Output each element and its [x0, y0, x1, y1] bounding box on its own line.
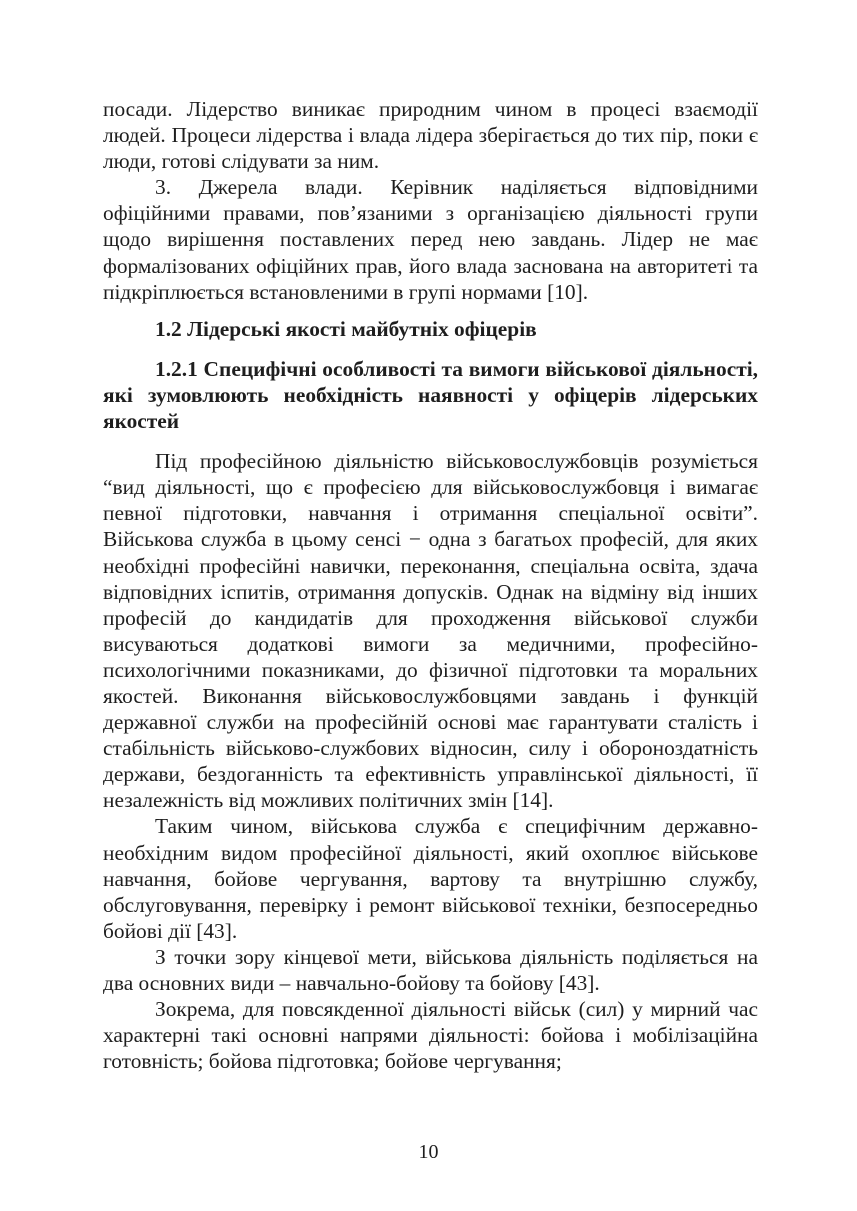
subsection-heading: 1.2.1 Специфічні особливості та вимоги військової діяльності, які зумовлюють необхідність наявності у офіцерів лідерських якостей: [103, 356, 758, 434]
page-body: [103, 96, 758, 1074]
paragraph: посади. Лідерство виникає природним чином в процесі взаємодії людей. Процеси лідерства і влада лідера зберігається до тих пір, поки є люди, готові слідувати за ним.: [103, 97, 758, 174]
paragraph: Зокрема, для повсякденної діяльності військ (сил) у мирний час характерні такі основні напрями діяльності: бойова і мобілізаційна готовність; бойова підготовка; бойове чергування;: [103, 997, 758, 1074]
paragraph: 3. Джерела влади. Керівник наділяється відповідними офіційними правами, пов’язаними з організацією діяльності групи щодо вирішення поставлених перед нею завдань. Лідер не має формалізованих офіційних прав, його влада заснована на авторитеті та підкріплюється встановленими в групі нормами [10].: [103, 175, 758, 304]
paragraph: Таким чином, військова служба є специфічним державно-необхідним видом професійної діяльності, який охоплює військове навчання, бойове чергування, вартову та внутрішню службу, обслуговування, перевірку і ремонт військової техніки, безпосередньо бойові дії [43].: [103, 814, 758, 943]
paragraph: Під професійною діяльністю військовослужбовців розуміється “вид діяльності, що є професією для військовослужбовця і вимагає певної підготовки, навчання і отримання спеціальної освіти”. Військова служба в цьому сенсі − одна з багатьох професій, для яких необхідні професійні навички, переконання, спеціальна освіта, здача відповідних іспитів, отримання допусків. Однак на відміну від інших професій до кандидатів для проходження військової служби висуваються додаткові вимоги за медичними, професійно-психологічними показниками, до фізичної підготовки та моральних якостей. Виконання військовослужбовцями завдань і функцій державної служби на професійній основі має гарантувати сталість і стабільність військово-службових відносин, силу і обороноздатність держави, бездоганність та ефективність управлінської діяльності, її незалежність від можливих політичних змін [14].: [103, 449, 758, 813]
paragraph: З точки зору кінцевої мети, військова діяльність поділяється на два основних види – навчально-бойову та бойову [43].: [103, 944, 758, 995]
section-heading: 1.2 Лідерські якості майбутніх офіцерів: [155, 316, 537, 341]
page-number: 10: [418, 1141, 439, 1163]
